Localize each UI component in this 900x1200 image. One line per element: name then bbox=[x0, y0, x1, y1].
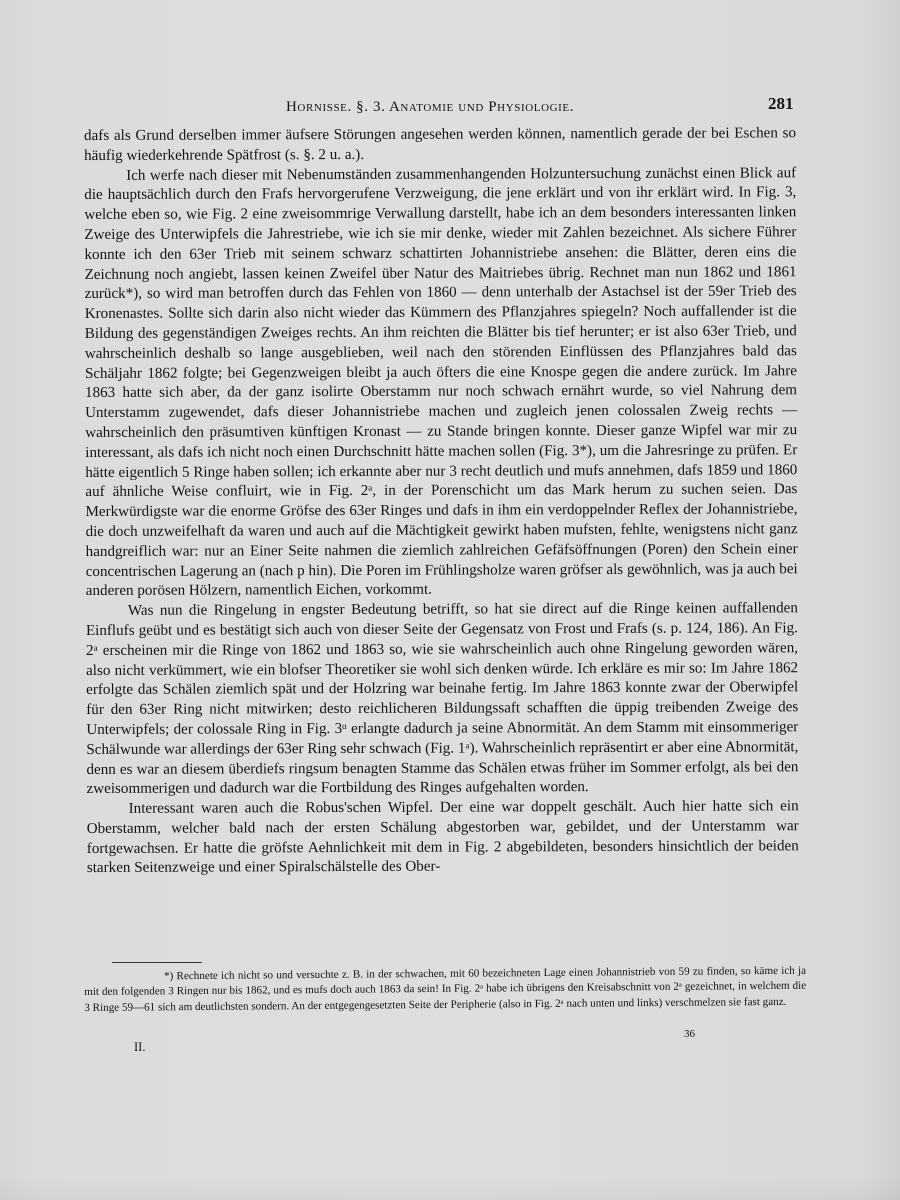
running-head bbox=[0, 94, 900, 118]
running-head-title: Hornisse. §. 3. Anatomie und Physiologie. bbox=[286, 99, 575, 115]
paragraph: Was nun die Ringelung in engster Bedeutung betrifft, so hat sie direct auf die Ringe keinen auffallenden Einflufs geübt und es bestätigt sich auch von dieser Seite der Gegensatz von Frost und Frafs (s. p. 124, 186). An Fig. 2ᵃ erscheinen mir die Ringe von 1862 und 1863 so, wie sie wahrscheinlich auch ohne Ringelung geworden wären, also nicht verkümmert, wie ein blofser Theoretiker sie wohl sich denken würde. Ich erkläre es mir so: Im Jahre 1862 erfolgte das Schälen ziemlich spät und der Holzring war beinahe fertig. Im Jahre 1863 konnte zwar der Oberwipfel für den 63er Ring nicht mitwirken; desto reichlicheren Bildungssaft schafften die üppig treibenden Zweige des Unterwipfels; der colossale Ring in Fig. 3ᵅ erlangte dadurch ja seine Abnormität. An dem Stamm mit einsommeriger Schälwunde war allerdings der 63er Ring sehr schwach (Fig. 1ᵃ). Wahrscheinlich repräsentirt er aber eine Abnormität, denn es war an diesem überdiefs ringsum benagten Stamme das Schälen etwas früher im Sommer erfolgt, als bei den zweisommerigen und dadurch war die Fortbildung des Ringes aufgehalten worden. bbox=[85, 600, 799, 798]
footnote-divider bbox=[112, 962, 202, 963]
printer-signature: 36 bbox=[684, 1028, 695, 1040]
page-edge-shadow bbox=[0, 1175, 900, 1200]
paragraph: Ich werfe nach dieser mit Nebenumständen zusammenhangenden Holzuntersuchung zunächst einen Blick auf die hauptsächlich durch den Frafs hervorgerufene Verzweigung, die jene erklärt und von ihr erklärt wird. In Fig. 3, welche eben so, wie Fig. 2 eine zweisommrige Verwallung darstellt, habe ich an dem besonders interessanten linken Zweige des Unterwipfels die Jahrestriebe, wie ich sie mir denke, wieder mit Zahlen bezeichnet. Als sichere Führer konnte ich den 63er Trieb mit seinem schwarz schattirten Johannistriebe ansehen: die Blätter, deren eins die Zeichnung noch angiebt, lassen keinen Zweifel über Natur des Maitriebes übrig. Rechnet man nun 1862 und 1861 zurück*), so wird man betroffen durch das Fehlen von 1860 — denn unterhalb der Astachsel ist der 59er Trieb des Kronenastes. Sollte sich darin also nicht wieder das Kümmern des Pflanzjahres spiegeln? Noch auffallender ist die Bildung des gegenständigen Zweiges rechts. An ihm reichten die Blätter bis tief herunter; er ist also 63er Trieb, und wahrscheinlich deshalb so lange ausgeblieben, weil nach den störenden Einflüssen des Pflanzjahres bald das Schäljahr 1862 folgte; bei Gegenzweigen bleibt ja auch öfters die eine Knospe gegen die andere zurück. Im Jahre 1863 hatte sich aber, da der ganz isolirte Oberstamm nur noch schwach ernährt wurde, so viel Nahrung dem Unterstamm zugewendet, dafs dieser Johannistriebe machen und zugleich jenen colossalen Zweig rechts — wahrscheinlich den präsumtiven künftigen Kronast — zu Stande bringen konnte. Dieser ganze Wipfel war mir zu interessant, als dafs ich nicht noch einen Durchschnitt hätte machen sollen (Fig. 3*), um die Jahresringe zu prüfen. Er hätte eigentlich 5 Ringe haben sollen; ich erkannte aber nur 3 recht deutlich und mufs annehmen, dafs 1859 und 1860 auf ähnliche Weise confluirt, wie in Fig. 2ᵃ, in der Porenschicht um das Mark herum zu suchen seien. Das Merkwürdigste war die enorme Gröfse des 63er Ringes und dafs in ihm ein verdoppelnder Reflex der Johannistriebe, die doch unzweifelhaft da waren und auch auf die Mächtigkeit gewirkt haben mufsten, fehlte, wenigstens nicht ganz handgreiflich war: nur an Einer Seite nahmen die ziemlich zahlreichen Gefäfsöffnungen (Poren) den Schein einer concentrischen Lagerung an (nach p hin). Die Poren im Frühlingsholze waren gröfser als gewöhnlich, was ja auch bei anderen porösen Hölzern, namentlich Eichen, vorkommt. bbox=[84, 164, 798, 600]
main-text bbox=[84, 124, 799, 879]
paragraph-continuation: dafs als Grund derselben immer äufsere Störungen angesehen werden können, namentlich gerade der bei Eschen so häufig wiederkehrende Spätfrost (s. §. 2 u. a.). bbox=[84, 125, 797, 164]
footnote-area bbox=[84, 964, 806, 1017]
footnote: *) Rechnete ich nicht so und versuchte z. B. in der schwachen, mit 60 bezeichneten Lage einen Johannistrieb von 59 zu finden, so käme ich ja mit den folgenden 3 Ringen nur bis 1862, und es mufs doch auch 1863 da sein! In Fig. 2ᵃ habe ich übrigens den Kreisabschnitt von 2ᵃ gezeichnet, in welchem die 3 Ringe 59—61 sich am deutlichsten sondern. An der entgegengesetzten Seite der Peripherie (also in Fig. 2ᵃ nach unten und links) verschmelzen sie fast ganz. bbox=[84, 964, 807, 1014]
page-number: 281 bbox=[768, 94, 794, 113]
volume-mark: II. bbox=[134, 1040, 146, 1054]
paragraph: Interessant waren auch die Robus'schen Wipfel. Der eine war doppelt geschält. Auch hier hatte sich ein Oberstamm, welcher bald nach der ersten Schälung abgestorben war, gebildet, und der Unterstamm war fortgewachsen. Er hatte die gröfste Aehnlichkeit mit dem in Fig. 2 abgebildeten, besonders hinsichtlich der beiden starken Seitenzweige und einer Spiralschälstelle des Ober- bbox=[86, 798, 799, 877]
